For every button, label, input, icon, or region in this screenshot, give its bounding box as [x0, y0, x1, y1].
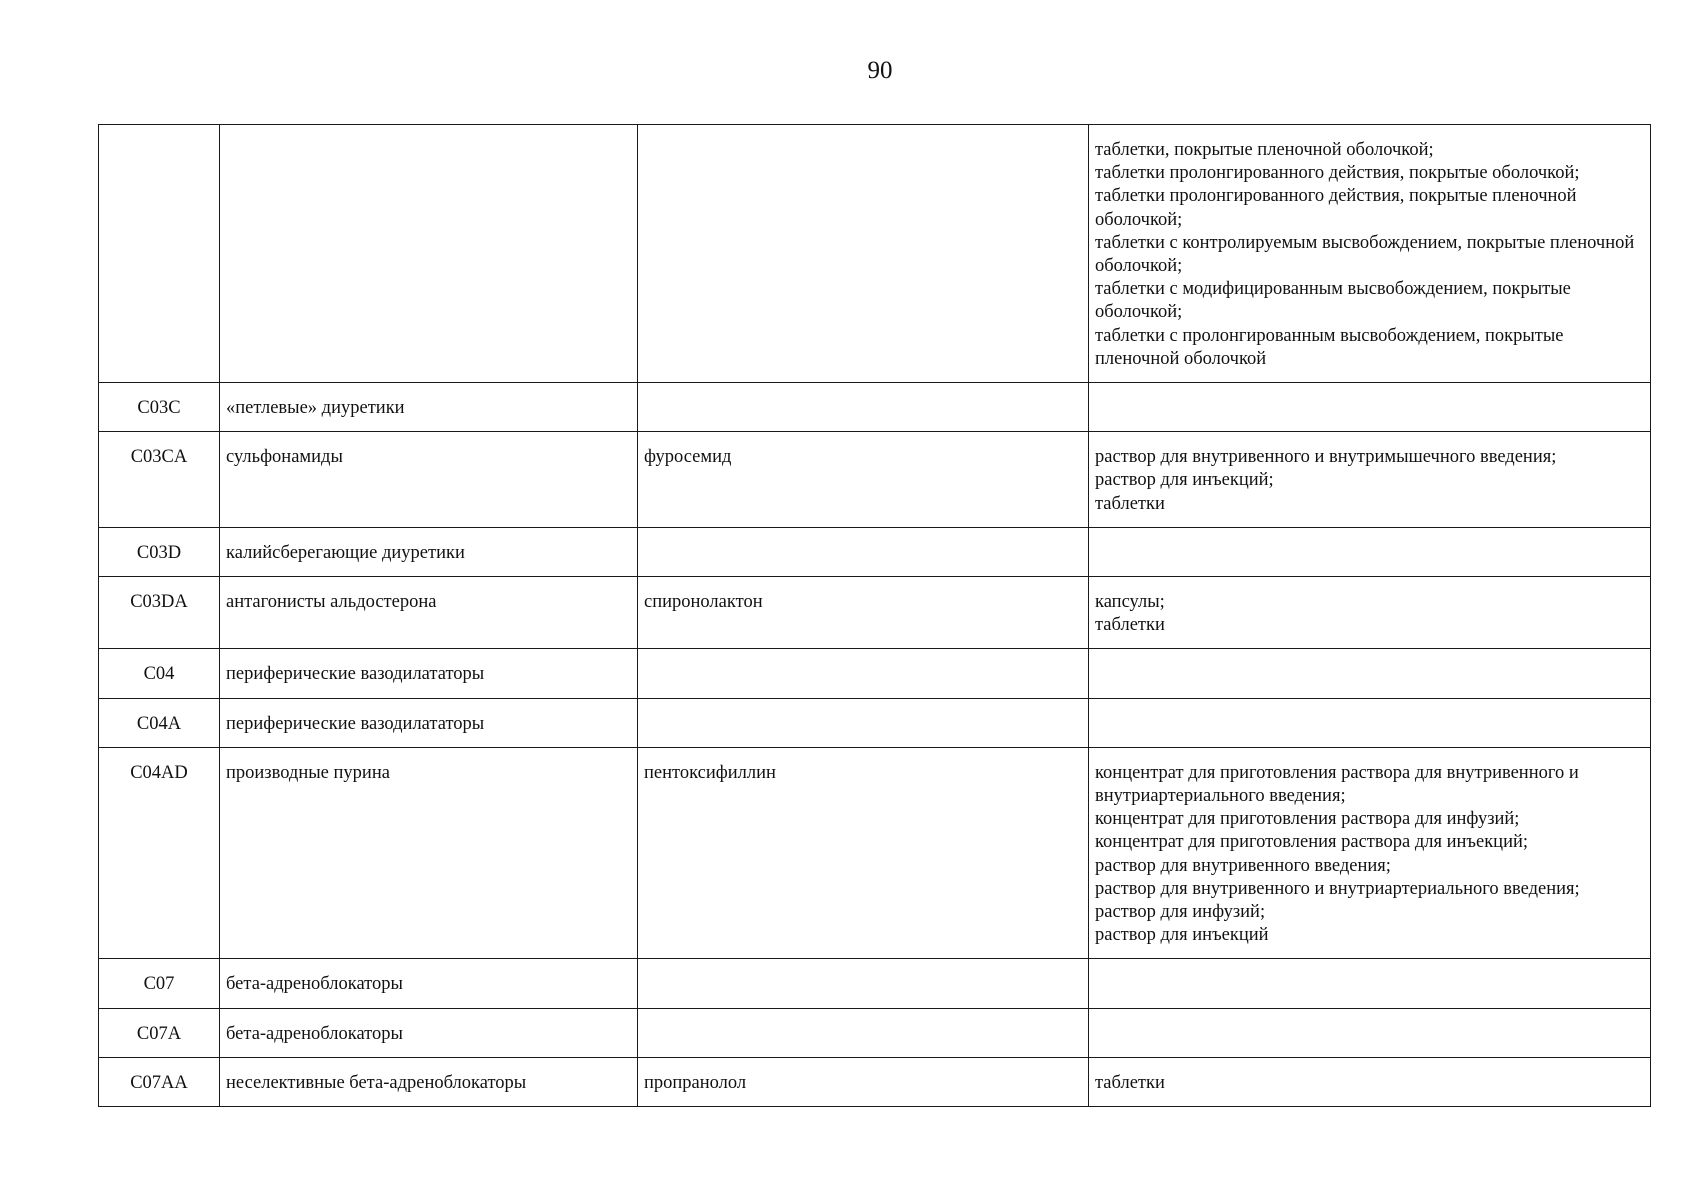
drug-name-cell: [638, 698, 1089, 747]
dosage-form-line: концентрат для приготовления раствора для инъекций;: [1095, 832, 1529, 853]
anatomical-therapeutic-group-cell: производные пурина: [220, 747, 638, 959]
drug-name-cell: [638, 527, 1089, 576]
atc-code-cell: C03DA: [99, 577, 220, 649]
dosage-forms-cell: [1089, 649, 1651, 698]
anatomical-therapeutic-group-cell: периферические вазодилататоры: [220, 698, 638, 747]
atc-code-cell: C07A: [99, 1008, 220, 1057]
drug-name-cell: фуросемид: [638, 432, 1089, 528]
anatomical-therapeutic-group-cell: антагонисты альдостерона: [220, 577, 638, 649]
atc-code-cell: C04A: [99, 698, 220, 747]
anatomical-therapeutic-group-cell: неселективные бета-адреноблокаторы: [220, 1057, 638, 1106]
dosage-form-line: раствор для внутривенного и внутриартериального введения;: [1095, 878, 1580, 899]
atc-code-cell: C03C: [99, 383, 220, 432]
anatomical-therapeutic-group-cell: бета-адреноблокаторы: [220, 1008, 638, 1057]
dosage-forms-cell: [1089, 1008, 1651, 1057]
drug-table: [98, 124, 1651, 1107]
atc-code-cell: [99, 125, 220, 383]
drug-name-cell: [638, 959, 1089, 1008]
table-row: [99, 383, 1651, 432]
drug-name-cell: [638, 649, 1089, 698]
dosage-form-line: капсулы;: [1095, 592, 1165, 613]
atc-code-cell: C04: [99, 649, 220, 698]
dosage-forms-cell: [1089, 432, 1651, 528]
atc-code-cell: C03D: [99, 527, 220, 576]
dosage-form-line: таблетки: [1095, 1072, 1165, 1093]
anatomical-therapeutic-group-cell: бета-адреноблокаторы: [220, 959, 638, 1008]
table-row: [99, 577, 1651, 649]
drug-name-cell: [638, 383, 1089, 432]
drug-name-cell: [638, 125, 1089, 383]
anatomical-therapeutic-group-cell: [220, 125, 638, 383]
dosage-forms-cell: [1089, 698, 1651, 747]
drug-name-cell: спиронолактон: [638, 577, 1089, 649]
dosage-form-line: раствор для инъекций: [1095, 925, 1269, 946]
table-row: [99, 432, 1651, 528]
dosage-form-line: таблетки пролонгированного действия, покрытые пленочной оболочкой;: [1095, 186, 1577, 230]
dosage-form-line: раствор для инфузий;: [1095, 902, 1266, 923]
table-row: [99, 747, 1651, 959]
dosage-forms-cell: [1089, 125, 1651, 383]
dosage-forms-cell: [1089, 527, 1651, 576]
table-row: [99, 959, 1651, 1008]
table-row: [99, 649, 1651, 698]
table-row: [99, 125, 1651, 383]
dosage-forms-cell: [1089, 747, 1651, 959]
table-row: [99, 1008, 1651, 1057]
atc-code-cell: C07AA: [99, 1057, 220, 1106]
dosage-form-line: раствор для внутривенного введения;: [1095, 855, 1391, 876]
dosage-forms-cell: [1089, 383, 1651, 432]
dosage-form-line: таблетки, покрытые пленочной оболочкой;: [1095, 140, 1434, 160]
table-row: [99, 1057, 1651, 1106]
dosage-forms-cell: [1089, 1057, 1651, 1106]
dosage-form-line: таблетки: [1095, 615, 1165, 636]
dosage-form-line: таблетки с модифицированным высвобождением, покрытые оболочкой;: [1095, 279, 1571, 323]
table-row: [99, 698, 1651, 747]
dosage-form-line: концентрат для приготовления раствора для внутривенного и внутриартериального введения;: [1095, 762, 1579, 807]
dosage-form-line: таблетки пролонгированного действия, покрытые оболочкой;: [1095, 163, 1580, 184]
atc-code-cell: C07: [99, 959, 220, 1008]
page-number: 90: [867, 57, 893, 84]
anatomical-therapeutic-group-cell: периферические вазодилататоры: [220, 649, 638, 698]
dosage-form-line: таблетки с пролонгированным высвобождением, покрытые пленочной оболочкой: [1095, 325, 1564, 369]
dosage-forms-cell: [1089, 577, 1651, 649]
atc-code-cell: C04AD: [99, 747, 220, 959]
table-row: [99, 527, 1651, 576]
dosage-form-line: таблетки: [1095, 493, 1165, 514]
drug-table-body: [99, 125, 1651, 1107]
anatomical-therapeutic-group-cell: калийсберегающие диуретики: [220, 527, 638, 576]
drug-name-cell: пропранолол: [638, 1057, 1089, 1106]
atc-code-cell: C03CA: [99, 432, 220, 528]
anatomical-therapeutic-group-cell: сульфонамиды: [220, 432, 638, 528]
dosage-form-line: раствор для внутривенного и внутримышечного введения;: [1095, 447, 1557, 468]
dosage-form-line: раствор для инъекций;: [1095, 470, 1274, 491]
dosage-form-line: таблетки с контролируемым высвобождением, покрытые пленочной оболочкой;: [1095, 232, 1635, 277]
anatomical-therapeutic-group-cell: «петлевые» диуретики: [220, 383, 638, 432]
drug-name-cell: пентоксифиллин: [638, 747, 1089, 959]
drug-name-cell: [638, 1008, 1089, 1057]
dosage-form-line: концентрат для приготовления раствора для инфузий;: [1095, 809, 1520, 830]
dosage-forms-cell: [1089, 959, 1651, 1008]
